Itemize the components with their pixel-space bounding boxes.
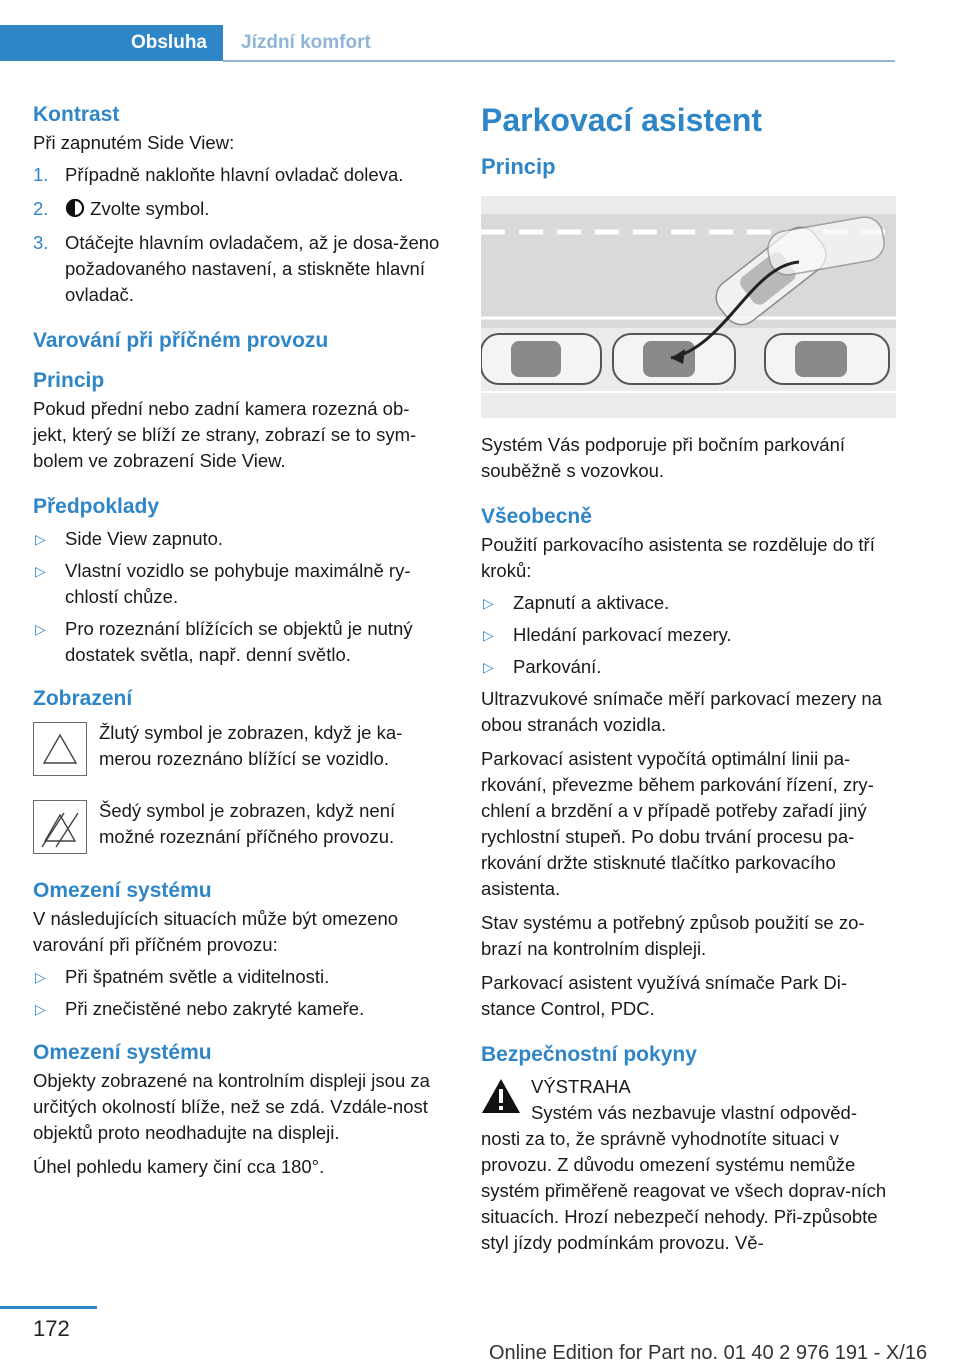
yellow-symbol-row: Žlutý symbol je zobrazen, když je ka‐merou rozeznáno blížící se vozidlo. [33,720,441,780]
header-tab-active: Obsluha [0,25,223,61]
list-item: ▷ Vlastní vozidlo se pohybuje maximálně ry‐chlostí chůze. [35,560,411,607]
kontrast-heading: Kontrast [33,103,120,126]
header-tab-inactive: Jízdní komfort [241,32,371,53]
omezeni-text-1: V následujících situacích může být omezeno varování při příčném provozu: [33,908,399,955]
grey-symbol-row: Šedý symbol je zobrazen, když není možné rozeznání příčného provozu. [33,798,441,858]
bullet-triangle-icon: ▷ [35,969,46,985]
princip-heading: Princip [33,369,105,392]
paragraph-calculation: Parkovací asistent vypočítá optimální linii pa‐rkování, převezme během parkování řízení, zry‐chlení a brzdění a v případě potřeby zařadí jiný rychlostní stupeň. Po dobu trvání procesu pa‐rkování držte stisknuté tlačítko parkovacího asistenta. [481,748,874,899]
footer-rule [0,1306,97,1309]
warning-block [481,1074,896,1100]
edition-note: Online Edition for Part no. 01 40 2 976 191 - X/16 [489,1342,928,1364]
kontrast-intro: Při zapnutém Side View: [33,132,235,153]
omezeni-heading-2: Omezení systému [33,1041,212,1064]
omezeni-text-2: Objekty zobrazené na kontrolním displeji jsou za určitých okolností blíže, než se zdá. Vzdále‐nost objektů proto neodhadujte na displeji. [33,1070,430,1143]
step-item: 1. Případně nakloňte hlavní ovladač doleva. [33,164,404,185]
warning-label: VÝSTRAHA [531,1076,631,1097]
princip-text-right: Systém Vás podporuje při bočním parkování souběžně s vozovkou. [481,434,846,481]
bullet-triangle-icon: ▷ [35,563,46,579]
safety-heading: Bezpečnostní pokyny [481,1043,697,1066]
list-item: ▷ Parkování. [481,654,896,680]
page-header [0,25,895,63]
parked-car-left [481,334,601,384]
left-column [33,100,441,1180]
predpoklady-heading: Předpoklady [33,495,160,518]
paragraph-pdc: Parkovací asistent využívá snímače Park Di‐stance Control, PDC. [481,972,848,1019]
list-item: ▷ Pro rozeznání blížících se objektů je nutný dostatek světla, např. denní světlo. [35,618,413,665]
parking-illustration [481,196,896,418]
predpoklady-list [33,526,441,668]
princip-text: Pokud přední nebo zadní kamera rozezná ob‐jekt, který se blíží ze strany, zobrazí se to sym‐bolem ve zobrazení Side View. [33,398,417,471]
bullet-triangle-icon: ▷ [35,621,46,637]
list-item: ▷ Při znečistěné nebo zakryté kameře. [33,996,441,1022]
right-column [481,100,896,1256]
page-number: 172 [33,1316,70,1341]
bullet-triangle-icon: ▷ [483,595,494,611]
cross-traffic-heading: Varování při příčném provozu [33,329,329,352]
parking-assistant-title: Parkovací asistent [481,102,763,138]
parked-car-right [765,334,889,384]
step-item: 3. Otáčejte hlavním ovladačem, až je dosa‐ženo požadovaného nastavení, a stiskněte hlavní ovladač. [33,232,440,305]
warning-text: Systém vás nezbavuje vlastní odpověd‐nosti za to, že správně vyhodnotíte situaci v provozu. Z důvodu omezení systému nemůže systém přiměřeně reagovat ve všech doprav‐ních situacích. Hrozí nebezpečí nehody. Při‐způsobte styl jízdy podmínkám provozu. Vě‐ [481,1102,887,1253]
bullet-triangle-icon: ▷ [35,1001,46,1017]
princip-heading-right: Princip [481,154,556,179]
crossed-warning-triangle-icon [33,800,87,854]
list-item: ▷ Hledání parkovací mezery. [481,622,896,648]
bullet-triangle-icon: ▷ [483,659,494,675]
warning-icon [481,1078,521,1114]
vseobecne-list [481,590,896,680]
paragraph-status: Stav systému a potřebný způsob použití se zo‐brazí na kontrolním displeji. [481,912,865,959]
list-item: ▷ Side View zapnuto. [33,526,441,552]
list-item: ▷ Při špatném světle a viditelnosti. [33,964,441,990]
header-rule [223,60,895,62]
paragraph-sensors: Ultrazvukové snímače měří parkovací mezery na obou stranách vozidla. [481,688,882,735]
bullet-triangle-icon: ▷ [483,627,494,643]
omezeni-heading-1: Omezení systému [33,879,212,902]
contrast-icon [65,198,85,218]
camera-angle-text: Úhel pohledu kamery činí cca 180°. [33,1156,325,1177]
list-item: ▷ Zapnutí a aktivace. [481,590,896,616]
zobrazeni-heading: Zobrazení [33,687,133,710]
omezeni-list [33,964,441,1022]
vseobecne-heading: Všeobecně [481,505,592,528]
bullet-triangle-icon: ▷ [35,531,46,547]
step-item: 2. Zvolte symbol. [33,198,210,219]
warning-triangle-icon [33,722,87,776]
kontrast-steps [33,162,441,308]
vseobecne-intro: Použití parkovacího asistenta se rozděluje do tří kroků: [481,534,875,581]
